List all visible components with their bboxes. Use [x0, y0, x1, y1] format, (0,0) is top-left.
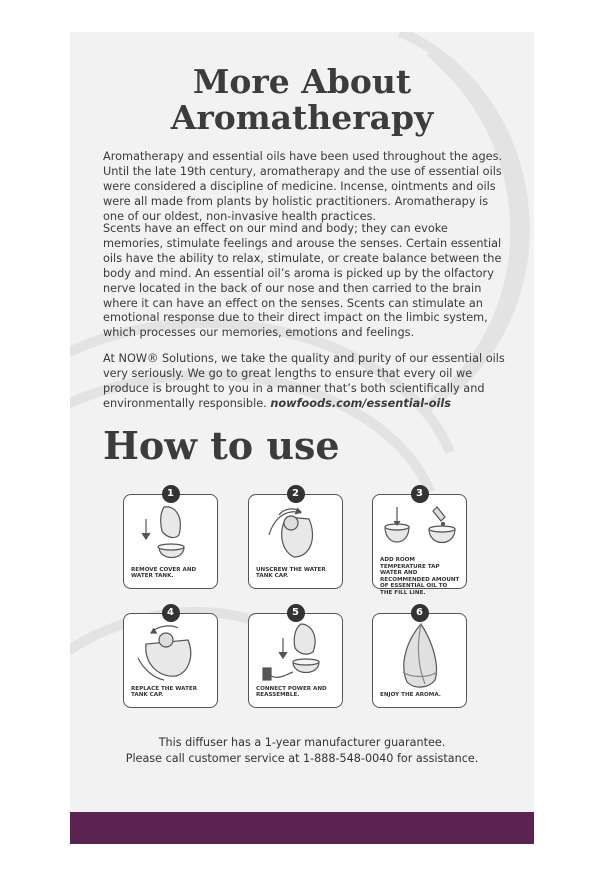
- step-5-caption: CONNECT POWER AND REASSEMBLE.: [256, 685, 327, 699]
- step-2-card: [248, 488, 343, 589]
- step-4-caption: REPLACE THE WATER TANK CAP.: [131, 685, 198, 699]
- step-6-caption: ENJOY THE AROMA.: [380, 692, 441, 699]
- guarantee-text: This diffuser has a 1-year manufacturer guarantee.: [158, 736, 446, 749]
- step-4-number-badge: 4: [162, 604, 180, 622]
- step-2-number-badge: 2: [287, 485, 305, 503]
- quality-text: At NOW® Solutions, we take the quality and purity of our essential oils very seriously. We go to great lengths to ensure that every oil we produce is brought to you in a manner that’s both scientifically and environmentally responsible.: [103, 352, 505, 410]
- step-6-card: [372, 607, 467, 708]
- package-panel: [70, 32, 534, 844]
- step-6-number-badge: 6: [411, 604, 429, 622]
- step-1-card: [123, 488, 218, 589]
- step-5-number-badge: 5: [287, 604, 305, 622]
- step-1-caption: REMOVE COVER AND WATER TANK.: [131, 566, 197, 580]
- page-title-line-2: Aromatherapy: [170, 98, 434, 137]
- step-1-number-badge: 1: [162, 485, 180, 503]
- scents-paragraph: Scents have an effect on our mind and body; they can evoke memories, stimulate feelings and arouse the senses. Certain essential oils have the ability to relax, stimulate, or create balance between the body and mind. An essential oil’s aroma is picked up by the olfactory nerve located in the back of our nose and then carried to the brain where it can have an effect on the senses. Scents can stimulate an emotional response due to their direct impact on the limbic system, which processes our memories, emotions and feelings.: [103, 222, 502, 340]
- step-5-card: [248, 607, 343, 708]
- step-4-card: [123, 607, 218, 708]
- step-3-number-badge: 3: [411, 485, 429, 503]
- step-2-caption: UNSCREW THE WATER TANK CAP.: [256, 566, 326, 580]
- how-to-use-heading: How to use: [103, 423, 340, 468]
- step-3-caption: ADD ROOM TEMPERATURE TAP WATER AND RECOMMENDED AMOUNT OF ESSENTIAL OIL TO THE FILL LINE.: [380, 557, 460, 596]
- intro-paragraph: Aromatherapy and essential oils have been used throughout the ages. Until the late 19th century, aromatherapy and the use of essential oils were considered a discipline of medicine. Incense, ointments and oils were all made from plants by holistic practitioners. Aromatherapy is one of our oldest, non-invasive health practices.: [103, 150, 503, 223]
- brand-color-band: [70, 812, 534, 844]
- quality-paragraph: [103, 352, 511, 412]
- customer-service-text: Please call customer service at 1-888-548-0040 for assistance.: [125, 752, 479, 765]
- website-link[interactable]: nowfoods.com/essential-oils: [270, 396, 452, 410]
- page-title-line-1: More About: [192, 62, 412, 101]
- step-3-card: [372, 488, 467, 596]
